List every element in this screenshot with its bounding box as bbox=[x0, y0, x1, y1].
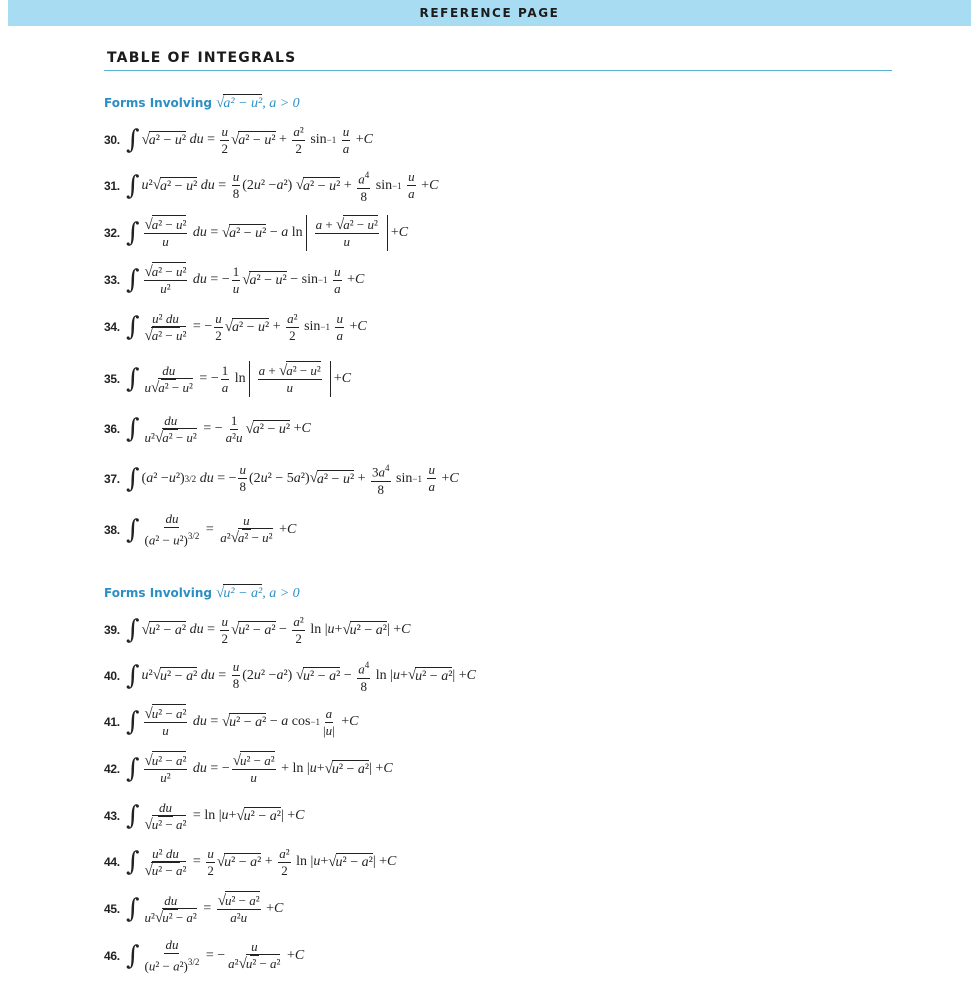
formula-number: 45. bbox=[104, 902, 120, 916]
formula-expression: ∫ $\frac{\text{u² du}}{\text{√u² − a²}}$ = $\frac{u}{2}$ √ u² − a² + $\frac{\text{a²}}{2}$ ln | u + √ u² − a² | + C bbox=[126, 845, 397, 879]
formula-46 bbox=[104, 936, 304, 976]
reference-page-banner: REFERENCE PAGE bbox=[8, 0, 971, 26]
formula-30 bbox=[104, 120, 373, 160]
formula-38 bbox=[104, 510, 296, 550]
formula-33 bbox=[104, 260, 364, 300]
formula-39 bbox=[104, 610, 411, 650]
formula-35 bbox=[104, 359, 351, 399]
formula-expression: ∫ $\frac{du}{(a^2 - u^2)^{3/2}}$ = $\frac{u}{\text{a²√a² − u²}}$ + C bbox=[126, 511, 297, 548]
formula-31 bbox=[104, 166, 438, 206]
formula-number: 37. bbox=[104, 472, 120, 486]
formula-37 bbox=[104, 459, 459, 499]
formula-number: 36. bbox=[104, 422, 120, 436]
formula-expression: ∫ $\frac{\text{√u² − a²}}{\text{u²}}$ du = − $\frac{\text{√u² − a²}}{u}$ + ln | u + √ u² − a² | + C bbox=[126, 752, 393, 785]
formula-number: 33. bbox=[104, 273, 120, 287]
formula-number: 34. bbox=[104, 320, 120, 334]
formula-number: 35. bbox=[104, 372, 120, 386]
formula-expression: ∫ √ a² − u² du = $\frac{u}{2}$ √ a² − u² + $\frac{\text{a²}}{2}$ sin −1 $\frac{u}{a}$ + C bbox=[126, 123, 373, 156]
formula-expression: ∫ $\frac{\text{√a² − u²}}{u}$ du = √ a² − u² − a ln $\frac{\text{a + √a² − u²}}{u}$ + C bbox=[122, 215, 408, 251]
section-radical: √u² − a² bbox=[216, 585, 263, 601]
formula-41 bbox=[104, 702, 358, 742]
formula-32 bbox=[104, 213, 408, 253]
formula-expression: ∫ ( a ² − u ²) 3/2 du = − $\frac{u}{8}$ (2 u ² − 5 a ²) √ a² − u² + $\frac{3a^4}{8}$ sin −1 $\frac{u}{a}$ + C bbox=[126, 462, 459, 497]
section-condition: , a > 0 bbox=[262, 96, 300, 111]
formula-number: 32. bbox=[104, 226, 120, 240]
formula-number: 41. bbox=[104, 715, 120, 729]
formula-expression: ∫ u ² √ a² − u² du = $\frac{u}{8}$ (2 u ² − a ²) √ a² − u² + $\frac{a^4}{8}$ sin −1 $\frac{u}{a}$ + C bbox=[126, 169, 439, 204]
formula-number: 46. bbox=[104, 949, 120, 963]
formula-number: 42. bbox=[104, 762, 120, 776]
formula-45 bbox=[104, 889, 283, 929]
formula-number: 39. bbox=[104, 623, 120, 637]
formula-42 bbox=[104, 749, 393, 789]
section-heading-a2-minus-u2 bbox=[104, 95, 300, 112]
formula-number: 44. bbox=[104, 855, 120, 869]
formula-number: 31. bbox=[104, 179, 120, 193]
formula-number: 38. bbox=[104, 523, 120, 537]
formula-expression: ∫ $\frac{du}{(u^2 - a^2)^{3/2}}$ = − $\frac{u}{\text{a²√u² − a²}}$ + C bbox=[126, 937, 305, 974]
formula-expression: ∫ $\frac{du}{\text{u√a² − u²}}$ = − $\frac{1}{a}$ ln $\frac{\text{a + √a² − u²}}{u}$ + C bbox=[126, 362, 352, 396]
formula-expression: ∫ $\frac{du}{\text{u²√u² − a²}}$ = $\frac{\text{√u² − a²}}{\text{a²u}}$ + C bbox=[126, 892, 284, 926]
formula-expression: ∫ $\frac{du}{\text{u²√a² − u²}}$ = − $\frac{1}{\text{a²u}}$ √ a² − u² + C bbox=[126, 412, 311, 446]
section-heading-u2-minus-a2 bbox=[104, 585, 300, 602]
formula-number: 43. bbox=[104, 809, 120, 823]
formula-expression: ∫ √ u² − a² du = $\frac{u}{2}$ √ u² − a² − $\frac{\text{a²}}{2}$ ln | u + √ u² − a² | + C bbox=[126, 613, 411, 646]
section-condition: , a > 0 bbox=[262, 586, 300, 601]
formula-36 bbox=[104, 409, 311, 449]
formula-40 bbox=[104, 656, 476, 696]
formula-expression: ∫ $\frac{\text{u² du}}{\text{√a² − u²}}$ = − $\frac{u}{2}$ √ a² − u² + $\frac{\text{a²}}{2}$ sin −1 $\frac{u}{a}$ + C bbox=[126, 310, 367, 344]
formula-43 bbox=[104, 796, 305, 836]
section-radical: √a² − u² bbox=[216, 95, 263, 111]
formula-34 bbox=[104, 307, 367, 347]
section-prefix: Forms Involving bbox=[104, 586, 212, 600]
formula-expression: ∫ $\frac{du}{\text{√u² − a²}}$ = ln | u + √ u² − a² | + C bbox=[126, 799, 305, 833]
page-title: TABLE OF INTEGRALS bbox=[107, 50, 297, 66]
formula-number: 30. bbox=[104, 133, 120, 147]
formula-44 bbox=[104, 842, 396, 882]
title-divider bbox=[104, 70, 892, 71]
formula-expression: ∫ u ² √ u² − a² du = $\frac{u}{8}$ (2 u ² − a ²) √ u² − a² − $\frac{a^4}{8}$ ln | u + √ u² − a² | + C bbox=[126, 659, 476, 694]
formula-number: 40. bbox=[104, 669, 120, 683]
formula-expression: ∫ $\frac{\text{√a² − u²}}{\text{u²}}$ du = − $\frac{1}{u}$ √ a² − u² − sin −1 $\frac{u}{a}$ + C bbox=[126, 263, 365, 296]
formula-expression: ∫ $\frac{\text{√u² − a²}}{u}$ du = √ u² − a² − a cos −1 $\frac{a}{|u|}$ + C bbox=[126, 705, 359, 738]
section-prefix: Forms Involving bbox=[104, 96, 212, 110]
